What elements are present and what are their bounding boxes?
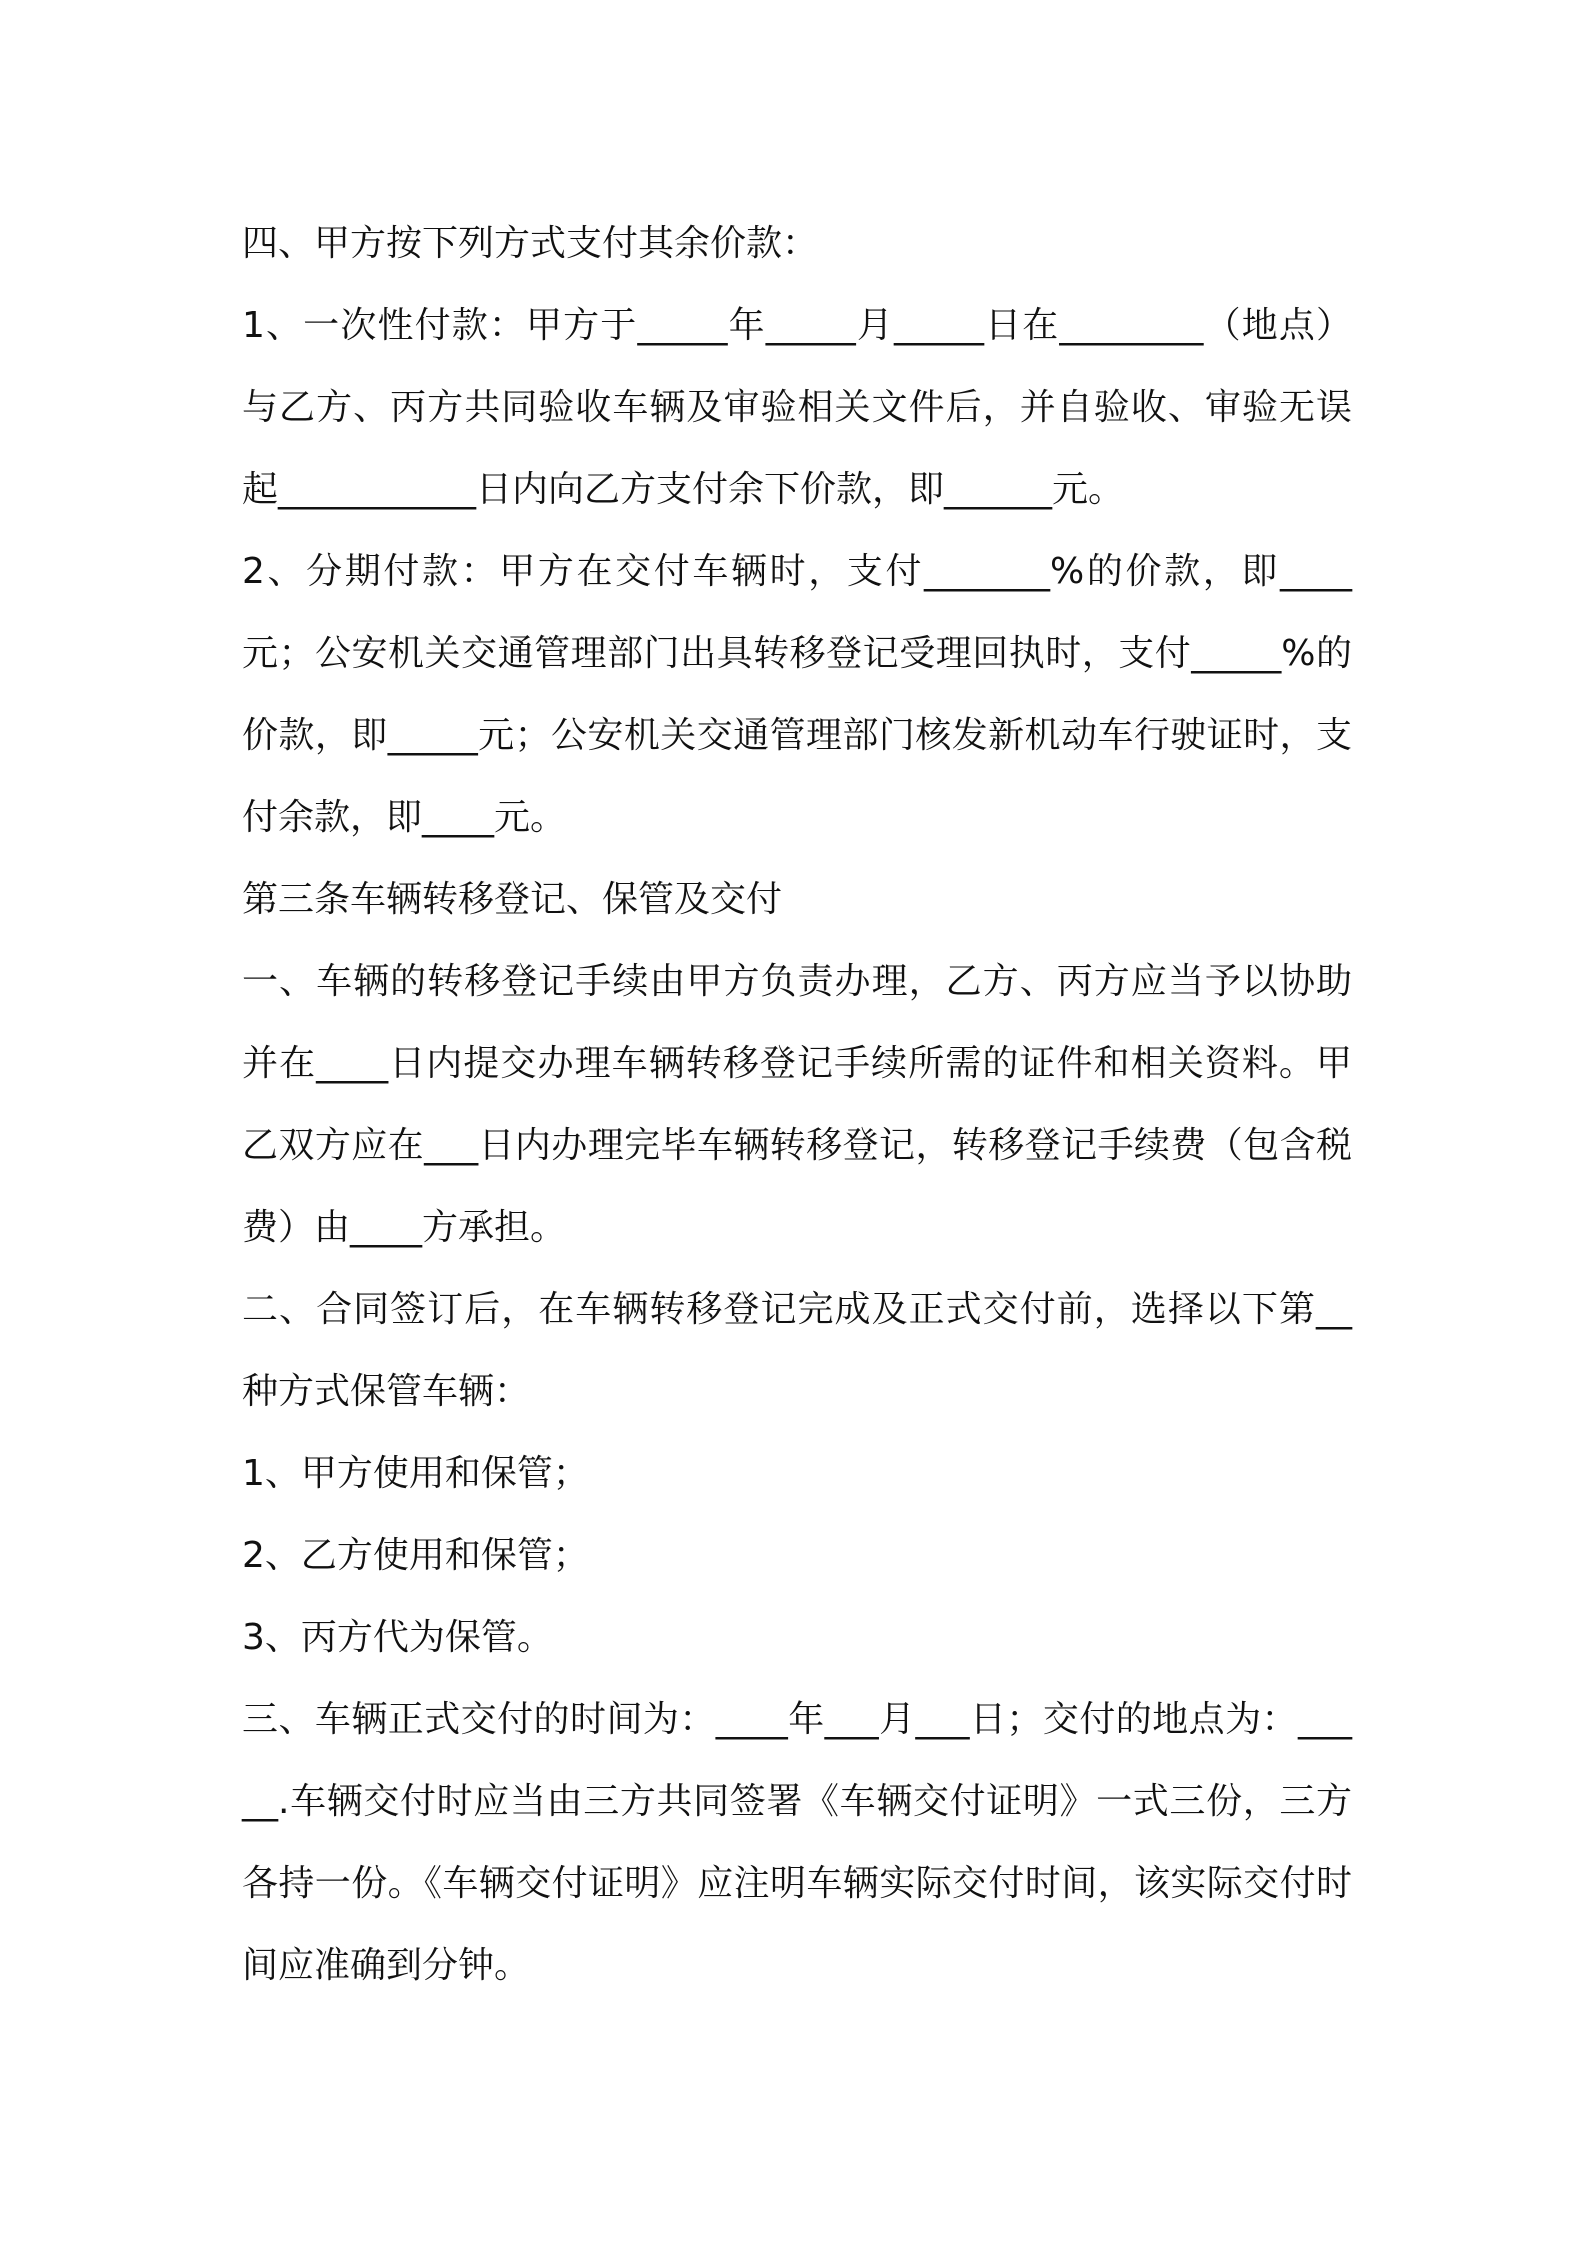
section-heading-article-3: 第三条车辆转移登记、保管及交付 bbox=[242, 879, 783, 920]
document-body bbox=[242, 203, 1352, 2007]
paragraph-custody-options: 二、合同签订后，在车辆转移登记完成及正式交付前，选择以下第__种方式保管车辆： bbox=[242, 1289, 1352, 1412]
list-item-custody-option-3: 3、丙方代为保管。 bbox=[242, 1617, 553, 1658]
list-item-custody-option-2: 2、乙方使用和保管； bbox=[242, 1535, 589, 1576]
list-item-custody-option-1: 1、甲方使用和保管； bbox=[242, 1453, 589, 1494]
paragraph-transfer-registration: 一、车辆的转移登记手续由甲方负责办理，乙方、丙方应当予以协助并在____日内提交办理车辆转移登记手续所需的证件和相关资料。甲乙双方应在___日内办理完毕车辆转移登记，转移登记手续费（包含税费）由____方承担。 bbox=[242, 961, 1352, 1248]
paragraph-installment-payment: 2、分期付款：甲方在交付车辆时，支付_______%的价款，即____元；公安机关交通管理部门出具转移登记受理回执时，支付_____%的价款，即_____元；公安机关交通管理部门核发新机动车行驶证时，支付余款，即____元。 bbox=[242, 551, 1352, 838]
paragraph-payment-methods: 四、甲方按下列方式支付其余价款： bbox=[242, 223, 819, 264]
paragraph-delivery-terms: 三、车辆正式交付的时间为：____年___月___日；交付的地点为：_____.车辆交付时应当由三方共同签署《车辆交付证明》一式三份，三方各持一份。《车辆交付证明》应注明车辆实际交付时间，该实际交付时间应准确到分钟。 bbox=[242, 1699, 1352, 1986]
paragraph-lump-sum-payment: 1、一次性付款：甲方于_____年_____月_____日在________（地点）与乙方、丙方共同验收车辆及审验相关文件后，并自验收、审验无误起___________日内向乙方支付余下价款，即______元。 bbox=[242, 305, 1352, 510]
